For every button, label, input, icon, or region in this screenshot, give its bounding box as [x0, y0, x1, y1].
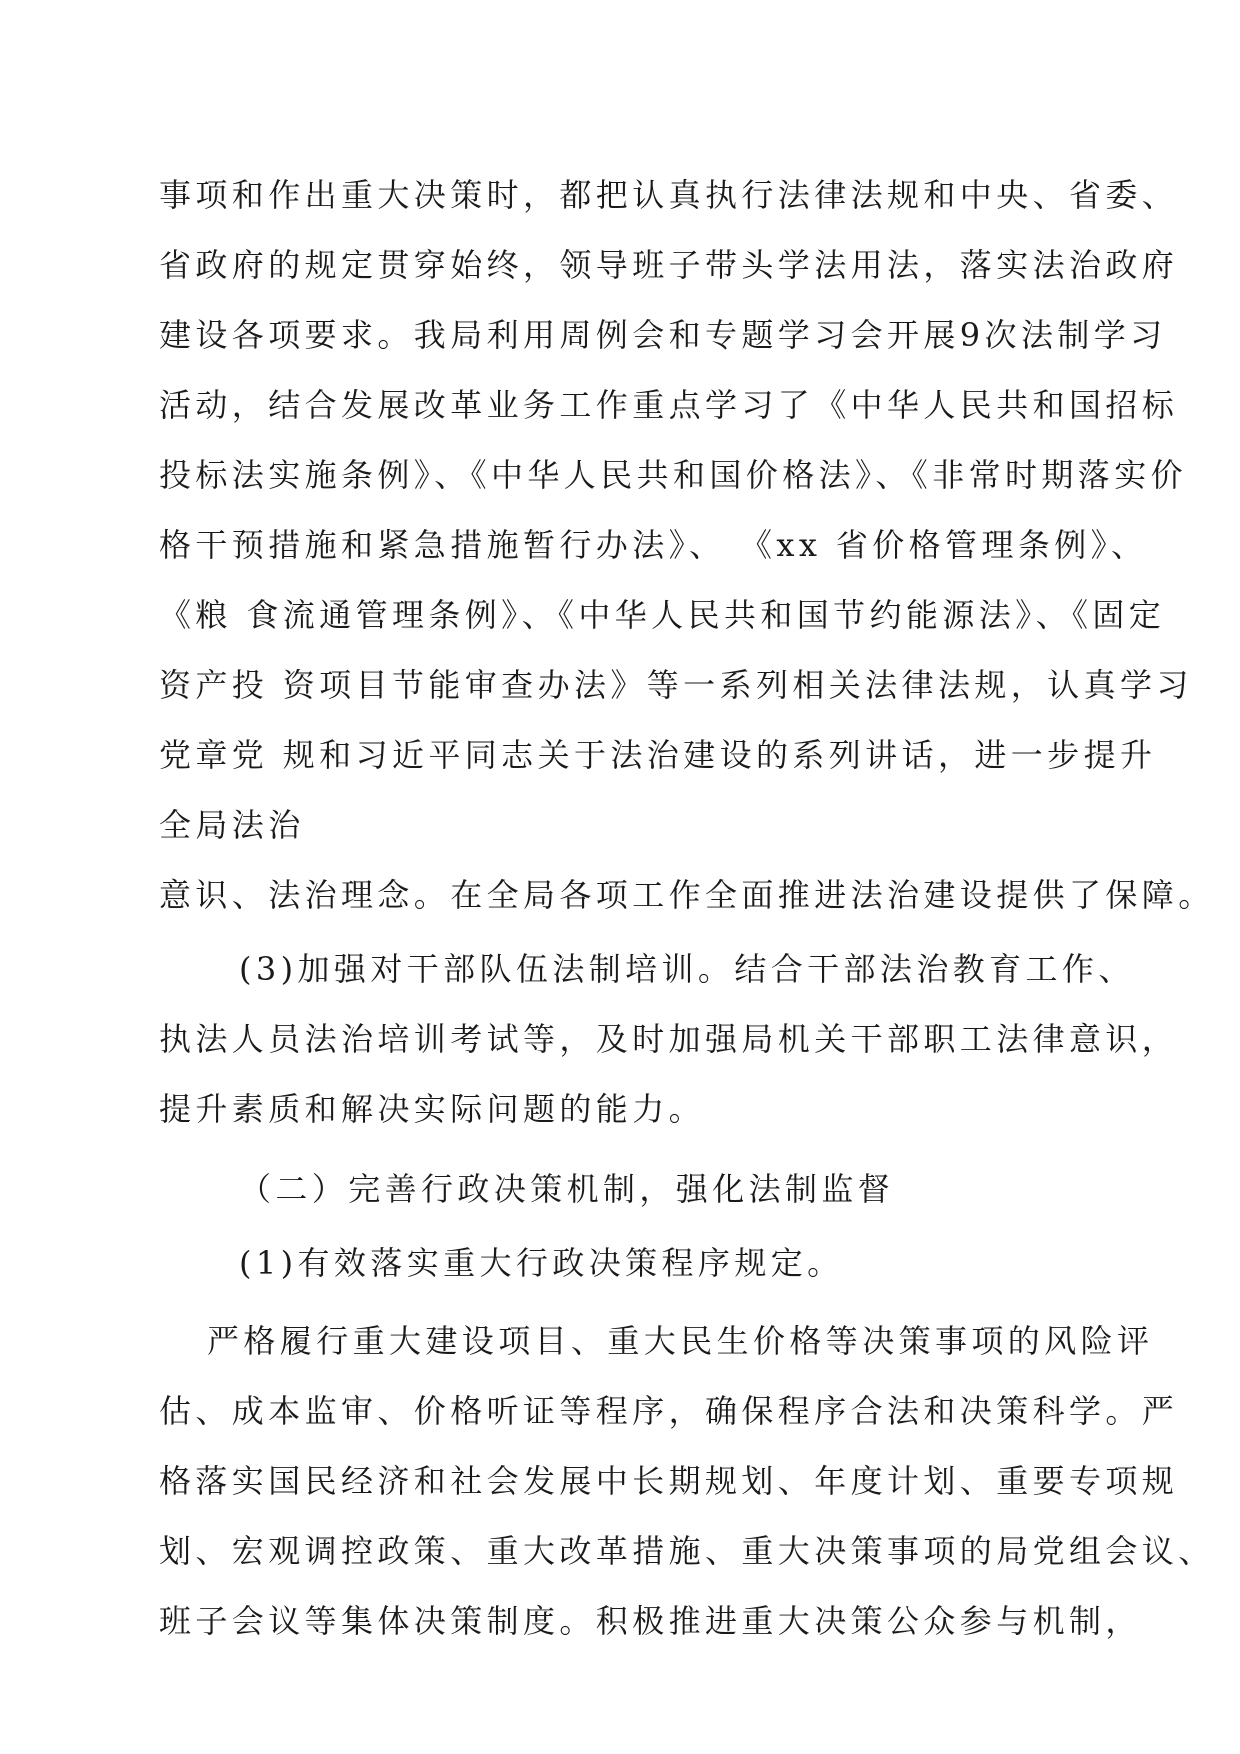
- body-text-line: 党章党 规和习近平同志关于法治建设的系列讲话，进一步提升: [159, 736, 1157, 774]
- numbered-subheading: (1)有效落实重大行政决策程序规定。: [239, 1244, 844, 1282]
- body-text-line: 资产投 资项目节能审查办法》等一系列相关法律法规，认真学习: [159, 666, 1193, 704]
- body-text-line: 《粮 食流通管理条例》、《中华人民共和国节约能源法》、《固定: [159, 596, 1166, 634]
- body-text-line: 省政府的规定贯穿始终，领导班子带头学法用法，落实法治政府: [159, 246, 1179, 284]
- body-text-line: 提升素质和解决实际问题的能力。: [159, 1090, 706, 1128]
- body-text-line: 活动，结合发展改革业务工作重点学习了《中华人民共和国招标: [159, 386, 1179, 424]
- body-text-line: 班子会议等集体决策制度。积极推进重大决策公众参与机制，: [159, 1602, 1142, 1640]
- body-text-line: 建设各项要求。我局利用周例会和专题学习会开展9次法制学习: [159, 316, 1167, 354]
- body-text-line: 全局法治: [159, 806, 305, 844]
- body-text-line: 意识、法治理念。在全局各项工作全面推进法治建设提供了保障。: [159, 876, 1215, 914]
- body-text-line: 估、成本监审、价格听证等程序，确保程序合法和决策科学。严: [159, 1392, 1179, 1430]
- body-text-line: 投标法实施条例》、《中华人民共和国价格法》、《非常时期落实价: [159, 456, 1188, 494]
- body-text-line: 事项和作出重大决策时，都把认真执行法律法规和中央、省委、: [159, 176, 1179, 214]
- body-text-line: 划、宏观调控政策、重大改革措施、重大决策事项的局党组会议、: [159, 1532, 1215, 1570]
- body-text-line: 格落实国民经济和社会发展中长期规划、年度计划、重要专项规: [159, 1462, 1179, 1500]
- body-text-line: 格干预措施和紧急措施暂行办法》、 《xx 省价格管理条例》、: [159, 526, 1148, 564]
- body-text-line: 严格履行重大建设项目、重大民生价格等决策事项的风险评: [207, 1322, 1154, 1360]
- section-heading: （二）完善行政决策机制，强化法制监督: [239, 1170, 895, 1208]
- numbered-subheading: (3)加强对干部队伍法制培训。结合干部法治教育工作、: [239, 950, 1135, 988]
- body-text-line: 执法人员法治培训考试等，及时加强局机关干部职工法律意识，: [159, 1020, 1179, 1058]
